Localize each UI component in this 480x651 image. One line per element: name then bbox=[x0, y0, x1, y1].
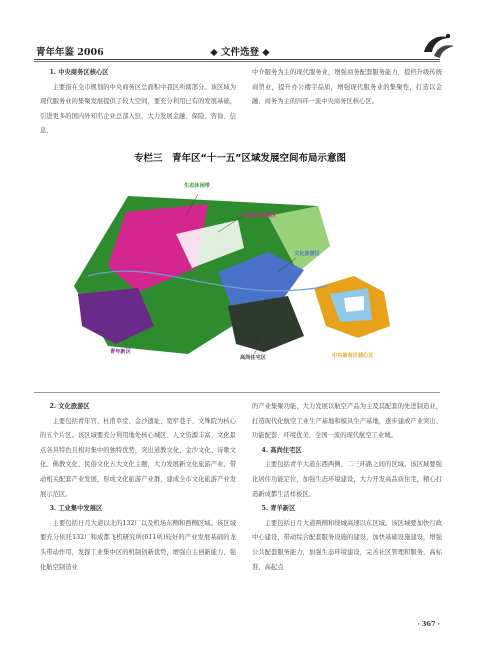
yearbook-logo-icon bbox=[420, 30, 456, 60]
top-left-column bbox=[40, 66, 236, 139]
running-header-section: ◆ 文件选登 ◆ bbox=[210, 47, 270, 58]
section-heading: 1. 中央商务区核心区 bbox=[49, 69, 109, 76]
section-heading: 4. 高尚住宅区 bbox=[261, 446, 302, 454]
paragraph: 的产业集聚功能，大力发展以航空产品为主及其配套的先进制造业，打造现代化航空工业生产基地和模具生产基地，逐步建成产业突出、功能配套、环境优美、全国一流的现代航空工业城。 bbox=[252, 403, 442, 440]
section-heading: 2. 文化旅游区 bbox=[49, 403, 90, 410]
paragraph: 主要指在全市规划的中央商务区总面积中我区所辖部分。该区域为现代服务业的集聚发展提供了较大空间，要充分利用已有的发展基础，引进更多的国内外知名企业总部入驻，大力发展金融、保险、咨询、信息、 bbox=[40, 83, 236, 135]
section-heading: 3. 工业集中发展区 bbox=[49, 505, 103, 513]
map-label-housing: 高尚住宅区 bbox=[240, 355, 266, 361]
top-right-column bbox=[252, 66, 442, 110]
paragraph: 主要包括日月大道以北的132厂以及机场东侧和西侧区域。该区域要充分依托132厂和成都飞机研究所(611所)较好的产业发展基础的龙头带动作用，发挥工业集中区的机制创新优势，增强自主创新能力，强化航空制造业 bbox=[40, 519, 236, 571]
header-rule bbox=[34, 59, 440, 60]
map-label-newtown: 青年新区 bbox=[110, 349, 131, 355]
map-label-culture: 文化旅游区 bbox=[294, 251, 320, 257]
running-header-title: 青年年鉴 2006 bbox=[36, 47, 104, 58]
map-label-industry: 工业集中发展区 bbox=[240, 213, 277, 219]
box-title: 专栏三 青年区“十一五”区域发展空间布局示意图 bbox=[134, 153, 346, 164]
paragraph: 主要包括日月大道两侧和绕城高速以东区域。该区域要加快行政中心建设，带动综合配套服务设施的建设，加快基础设施建设，增强公共配套服务能力，加强生态环境建设，完善社区管理和服务，高标准、高起点 bbox=[252, 519, 442, 571]
map-label-eco: 生态休闲带 bbox=[184, 183, 210, 189]
map-label-cbd: 中央商务区核心区 bbox=[332, 353, 374, 359]
district-layout-map bbox=[68, 176, 416, 376]
section-heading: 5. 青羊新区 bbox=[261, 505, 296, 513]
paragraph: 主要包括青年官、杜甫草堂、金沙遗址、宽窄巷子、文殊院为核心的五个片区。该区域要充分利用地处核心城区、人文资源丰富、文化景点各具特色且相对集中的独特优势，突出道教文化、金沙文化、诗歌文化、佛教文化、民俗文化五大文化主题，大力发展新文化旅游产业，带动相关配套产业发展，形成文化旅游产业群，建成全市文化旅游产业发展示范区。 bbox=[40, 417, 236, 498]
bottom-left-column bbox=[40, 400, 236, 575]
housing-region bbox=[228, 296, 304, 352]
page-number: · 367 · bbox=[417, 620, 440, 628]
figure-divider bbox=[34, 392, 440, 393]
paragraph: 中介服务为主的现代服务业，增强商务配套服务能力，提档升级传统商贸业，提升办公楼宇品质，增强现代服务业的集聚性，打造以金融、商务为主的四环一流中央商务区核心区。 bbox=[252, 69, 442, 106]
cbd-core bbox=[344, 296, 364, 312]
bottom-right-column bbox=[252, 400, 442, 575]
map-graphic bbox=[68, 176, 416, 376]
paragraph: 主要包括青羊大道东西两侧、二三环路之间的区域。该区域要强化居住功能定位，加强生态环境建设，大力开发高品质住宅，精心打造新成都生活样板区。 bbox=[252, 461, 442, 498]
header-rule-thin bbox=[34, 61, 440, 62]
